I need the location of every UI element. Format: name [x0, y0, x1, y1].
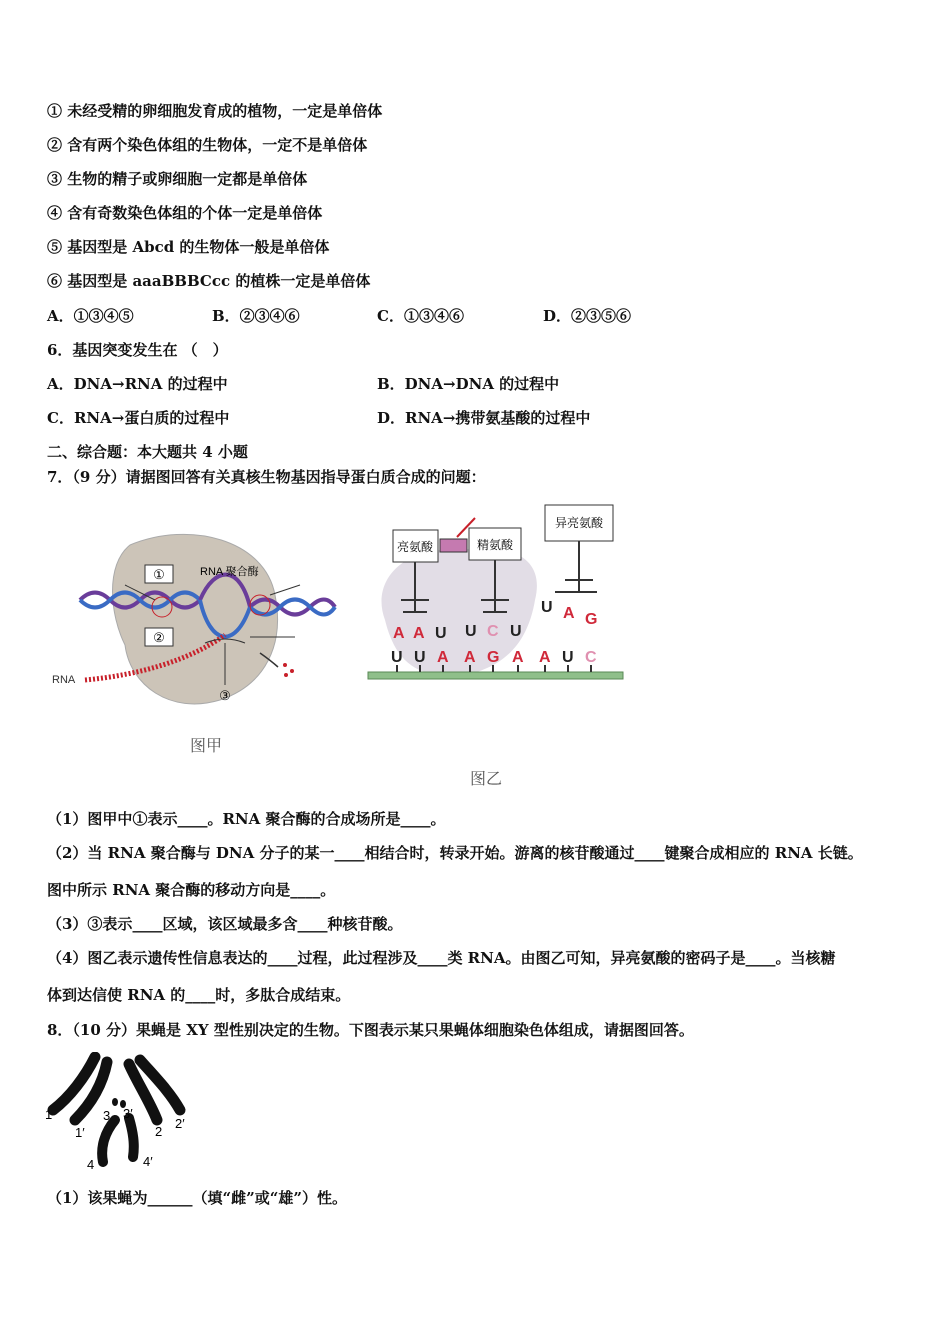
q6-option-a: A．DNA→RNA 的过程中	[47, 375, 228, 393]
q5-option-a: A．①③④⑤	[47, 307, 134, 325]
chromosome-4	[102, 1120, 115, 1162]
section-heading: 二、综合题：本大题共 4 小题	[47, 443, 248, 461]
q7-sub-2b: 图中所示 RNA 聚合酶的移动方向是____。	[47, 881, 336, 899]
mrna-base: A	[539, 649, 551, 666]
trna-3	[555, 541, 597, 592]
anticodon-base: G	[585, 611, 598, 628]
mrna-base: A	[437, 649, 449, 666]
q5-option-d: D．②③⑤⑥	[543, 307, 632, 325]
nucleotide-dot	[290, 669, 294, 673]
chrom-label-3: 3	[103, 1108, 111, 1123]
statement-6: ⑥ 基因型是 aaaBBBCcc 的植株一定是单倍体	[47, 272, 371, 290]
label-1: ①	[153, 567, 165, 582]
mrna-base: G	[487, 649, 500, 666]
statement-2: ② 含有两个染色体组的生物体，一定不是单倍体	[47, 136, 368, 154]
mrna-base: U	[414, 649, 426, 666]
q7-sub-3: （3）③表示____区域，该区域最多含____种核苷酸。	[47, 915, 403, 933]
statement-1: ① 未经受精的卵细胞发育成的植物，一定是单倍体	[47, 102, 383, 120]
nucleotide-dot	[284, 673, 288, 677]
q5-option-b: B．②③④⑥	[212, 307, 300, 325]
q8-stem: 8．（10 分）果蝇是 XY 型性别决定的生物。下图表示某只果蝇体细胞染色体组成，请据图回答。	[47, 1021, 694, 1039]
anticodon-base: A	[413, 625, 425, 642]
arg-label: 精氨酸	[476, 538, 514, 552]
peptide-bond-box	[440, 539, 467, 552]
anticodon-base: U	[541, 599, 553, 616]
anticodon-base: U	[510, 623, 522, 640]
q7-sub-2: （2）当 RNA 聚合酶与 DNA 分子的某一____相结合时，转录开始。游离的核苷酸通过____键聚合成相应的 RNA 长链。	[47, 844, 863, 862]
chrom-label-2: 2	[155, 1124, 163, 1139]
chrom-label-2p: 2′	[175, 1116, 185, 1131]
enzyme-label: RNA 聚合酶	[200, 566, 259, 578]
q8-sub-1: （1）该果蝇为______（填“雌”或“雄”）性。	[47, 1189, 347, 1207]
chrom-label-1: 1	[45, 1107, 53, 1122]
leu-label: 亮氨酸	[396, 540, 434, 554]
chromosome-3	[112, 1098, 118, 1106]
anticodon-base: U	[435, 625, 447, 642]
mrna-base: A	[512, 649, 524, 666]
chrom-label-4: 4	[87, 1157, 95, 1172]
q6-option-c: C．RNA→蛋白质的过程中	[47, 409, 230, 427]
anticodon-base: A	[393, 625, 405, 642]
q7-stem: 7．（9 分）请据图回答有关真核生物基因指导蛋白质合成的问题：	[47, 468, 486, 486]
anticodon-base: A	[563, 605, 575, 622]
caption-yi: 图乙	[470, 771, 503, 788]
mrna-backbone	[368, 672, 623, 679]
statement-5: ⑤ 基因型是 Abcd 的生物体一般是单倍体	[47, 238, 330, 256]
mrna-base: C	[585, 649, 597, 666]
anticodon-base: U	[465, 623, 477, 640]
mrna-base: U	[562, 649, 574, 666]
pointer-right	[270, 585, 300, 595]
label-2: ②	[153, 630, 165, 645]
statement-3: ③ 生物的精子或卵细胞一定都是单倍体	[47, 170, 308, 188]
q5-option-c: C．①③④⑥	[377, 307, 464, 325]
mrna-base: A	[464, 649, 476, 666]
polymerase-blob	[113, 534, 278, 704]
figure-yi	[365, 500, 630, 700]
caption-jia: 图甲	[190, 738, 223, 755]
label-3: ③	[219, 688, 231, 703]
rna-label: RNA	[52, 674, 76, 686]
chromosome-4-prime	[129, 1118, 134, 1157]
figure-jia	[50, 525, 340, 710]
chrom-label-1p: 1′	[75, 1125, 85, 1140]
q7-sub-4: （4）图乙表示遗传性信息表达的____过程，此过程涉及____类 RNA。由图乙可知，异亮氨酸的密码子是____。当核糖	[47, 949, 836, 967]
mrna-base: U	[391, 649, 403, 666]
q7-sub-4b: 体到达信使 RNA 的____时，多肽合成结束。	[47, 986, 351, 1004]
nucleotide-dot	[283, 663, 287, 667]
chromosome-figure	[45, 1052, 195, 1174]
anticodon-base: C	[487, 623, 499, 640]
statement-4: ④ 含有奇数染色体组的个体一定是单倍体	[47, 204, 323, 222]
ile-label: 异亮氨酸	[554, 516, 604, 530]
q7-sub-1: （1）图甲中①表示____。RNA 聚合酶的合成场所是____。	[47, 810, 446, 828]
q6-option-d: D．RNA→携带氨基酸的过程中	[377, 409, 591, 427]
chrom-label-4p: 4′	[143, 1154, 153, 1169]
q6-stem: 6．基因突变发生在 （ ）	[47, 341, 228, 359]
chrom-label-3p: 3′	[123, 1106, 133, 1121]
q6-option-b: B．DNA→DNA 的过程中	[377, 375, 560, 393]
